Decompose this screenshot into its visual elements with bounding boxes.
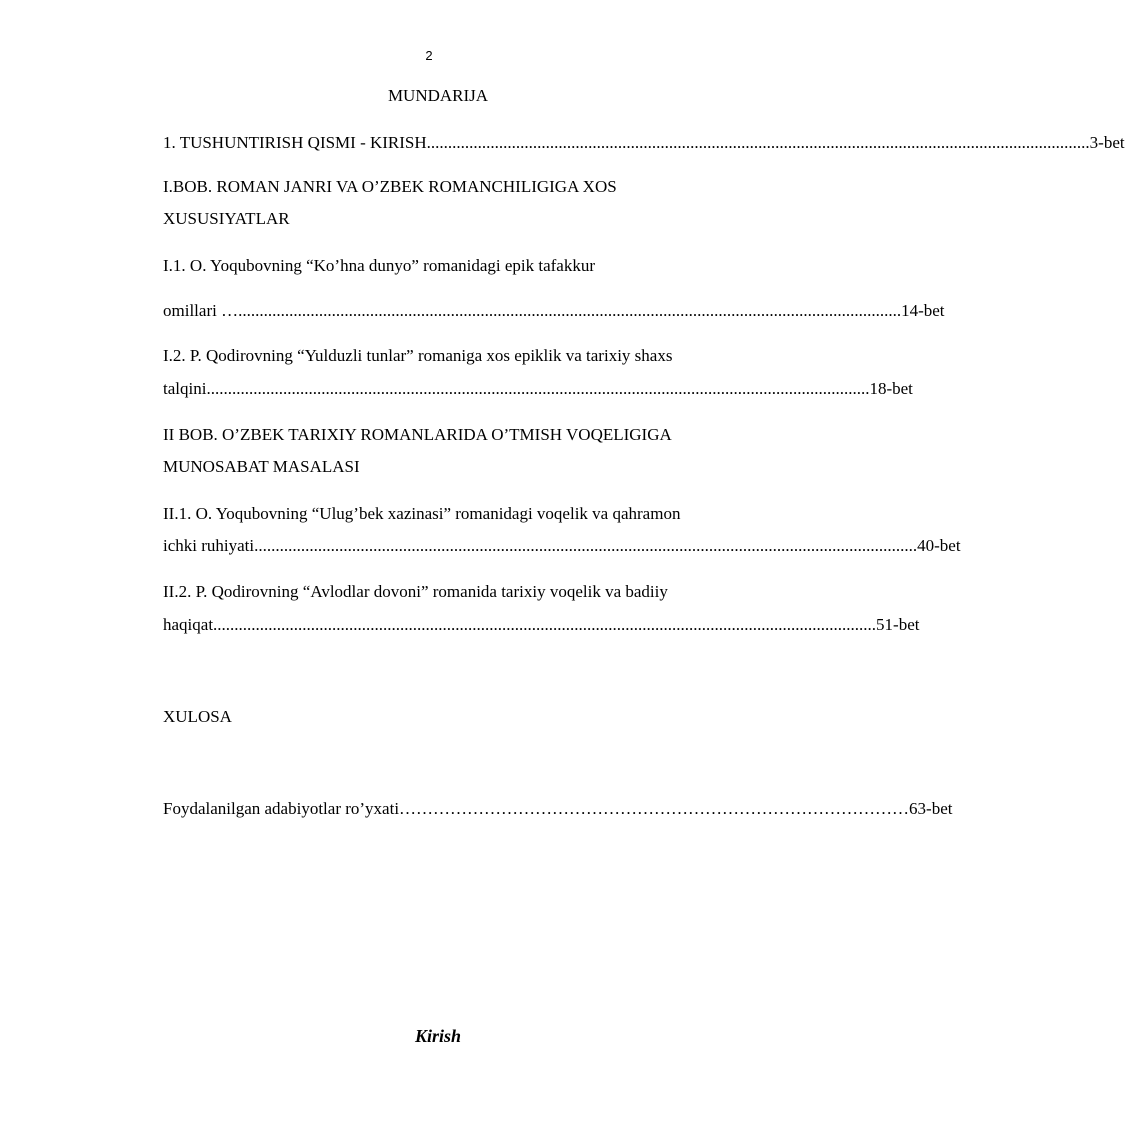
toc-page-ref: 14-bet bbox=[901, 301, 945, 320]
toc-entry-label: 1. TUSHUNTIRISH QISMI - KIRISH bbox=[163, 133, 427, 152]
toc-entry-label: Foydalanilgan adabiyotlar ro’yxati bbox=[163, 799, 400, 818]
dot-leader: ............................................................................................................................................................ bbox=[426, 133, 1090, 152]
toc-section-1-1-line-1: I.1. O. Yoqubovning “Ko’hna dunyo” romanidagi epik tafakkur bbox=[163, 256, 596, 275]
toc-entry-section-1-1 bbox=[163, 301, 945, 321]
toc-section-1-2-line-1: I.2. P. Qodirovning “Yulduzli tunlar” romaniga xos epiklik va tarixiy shaxs bbox=[163, 346, 673, 365]
dot-leader: ……………………………………………………………………………… bbox=[399, 799, 910, 818]
toc-entry-intro bbox=[163, 133, 1125, 153]
toc-page-ref: 18-bet bbox=[869, 379, 913, 398]
toc-entry-conclusion: XULOSA bbox=[163, 707, 232, 726]
toc-page-ref: 63-bet bbox=[909, 799, 953, 818]
toc-chapter-2-line-2: MUNOSABAT MASALASI bbox=[163, 457, 360, 476]
page-title: MUNDARIJA bbox=[387, 86, 489, 105]
toc-entry-label: haqiqat bbox=[163, 615, 214, 634]
page-number: 2 bbox=[425, 48, 433, 63]
toc-page-ref: 51-bet bbox=[876, 615, 920, 634]
toc-entry-label: talqini bbox=[163, 379, 207, 398]
section-heading: Kirish bbox=[414, 1026, 462, 1046]
dot-leader: ............................................................................................................................................................ bbox=[238, 301, 902, 320]
toc-entry-section-1-2 bbox=[163, 379, 913, 399]
toc-section-2-1-line-1: II.1. O. Yoqubovning “Ulug’bek xazinasi” romanidagi voqelik va qahramon bbox=[163, 504, 681, 523]
dot-leader: ............................................................................................................................................................ bbox=[206, 379, 870, 398]
toc-entry-references bbox=[163, 799, 953, 819]
toc-section-2-2-line-1: II.2. P. Qodirovning “Avlodlar dovoni” romanida tarixiy voqelik va badiiy bbox=[163, 582, 668, 601]
toc-page-ref: 3-bet bbox=[1089, 133, 1125, 152]
toc-chapter-1-line-2: XUSUSIYATLAR bbox=[163, 209, 290, 228]
dot-leader: ............................................................................................................................................................ bbox=[213, 615, 877, 634]
toc-chapter-1-line-1: I.BOB. ROMAN JANRI VA O’ZBEK ROMANCHILIGIGA XOS bbox=[163, 177, 617, 196]
dot-leader: ............................................................................................................................................................ bbox=[254, 536, 918, 555]
toc-entry-section-2-2 bbox=[163, 615, 920, 635]
toc-entry-section-2-1 bbox=[163, 536, 961, 556]
toc-chapter-2-line-1: II BOB. O’ZBEK TARIXIY ROMANLARIDA O’TMISH VOQELIGIGA bbox=[163, 425, 672, 444]
toc-entry-label: ichki ruhiyati bbox=[163, 536, 255, 555]
toc-page-ref: 40-bet bbox=[917, 536, 961, 555]
toc-entry-label: omillari … bbox=[163, 301, 239, 320]
